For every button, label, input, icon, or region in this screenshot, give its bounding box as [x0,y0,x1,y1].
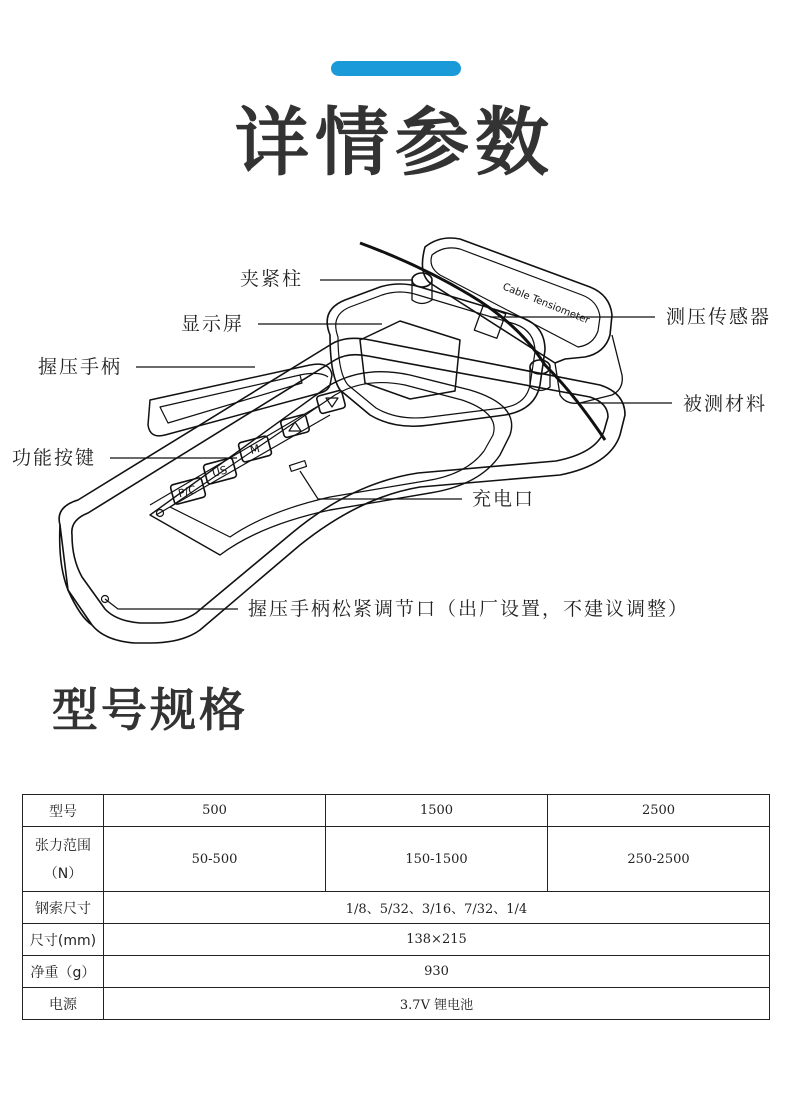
table-cell: 250-2500 [548,827,770,892]
table-cell: 500 [104,795,326,827]
row-label: 电源 [23,988,104,1020]
label-function-keys: 功能按键 [12,447,97,469]
label-adjust-port: 握压手柄松紧调节口（出厂设置，不建议调整） [248,598,690,620]
tensiometer-illustration [0,225,790,655]
device-diagram [0,225,790,655]
row-label: 钢索尺寸 [23,892,104,924]
table-cell: 2500 [548,795,770,827]
table-cell: 1/8、5/32、3/16、7/32、1/4 [104,892,770,924]
spec-section-title: 型号规格 [52,683,248,737]
row-label [23,827,104,892]
table-row [23,956,770,988]
charging-port-slot [289,461,306,472]
table-row [23,795,770,827]
table-row [23,827,770,892]
device-text: Cable Tensiometer [500,281,591,327]
button-m-text: M [248,442,262,458]
row-label: 尺寸(mm) [23,924,104,956]
page-title: 详情参数 [235,100,555,186]
table-cell: 930 [104,956,770,988]
label-measured-material: 被测材料 [683,393,768,415]
accent-bar [331,61,461,76]
table-row [23,924,770,956]
label-display: 显示屏 [181,313,245,335]
table-cell: 150-1500 [326,827,548,892]
button-pc-text: P/C [176,483,198,501]
upper-handle-inner [170,383,494,537]
device-front-face [60,525,92,625]
label-charging-port: 充电口 [472,488,536,510]
row-label-line2: （N） [43,866,83,882]
leader-adjust [105,599,238,609]
table-cell: 50-500 [104,827,326,892]
spec-table [22,794,770,1020]
table-row [23,892,770,924]
sensor-head [422,238,612,363]
row-label: 型号 [23,795,104,827]
clamp-post-left [412,273,432,287]
label-grip-handle: 握压手柄 [38,356,123,378]
button-us-text: US [210,463,229,480]
table-cell: 138×215 [104,924,770,956]
label-pressure-sensor: 测压传感器 [666,306,772,328]
table-row [23,988,770,1020]
label-clamp-post: 夹紧柱 [240,268,304,290]
row-label-line1: 张力范围 [35,838,91,854]
table-cell: 3.7V 锂电池 [104,988,770,1020]
row-label: 净重（g） [23,956,104,988]
display-screen [360,321,460,399]
table-cell: 1500 [326,795,548,827]
